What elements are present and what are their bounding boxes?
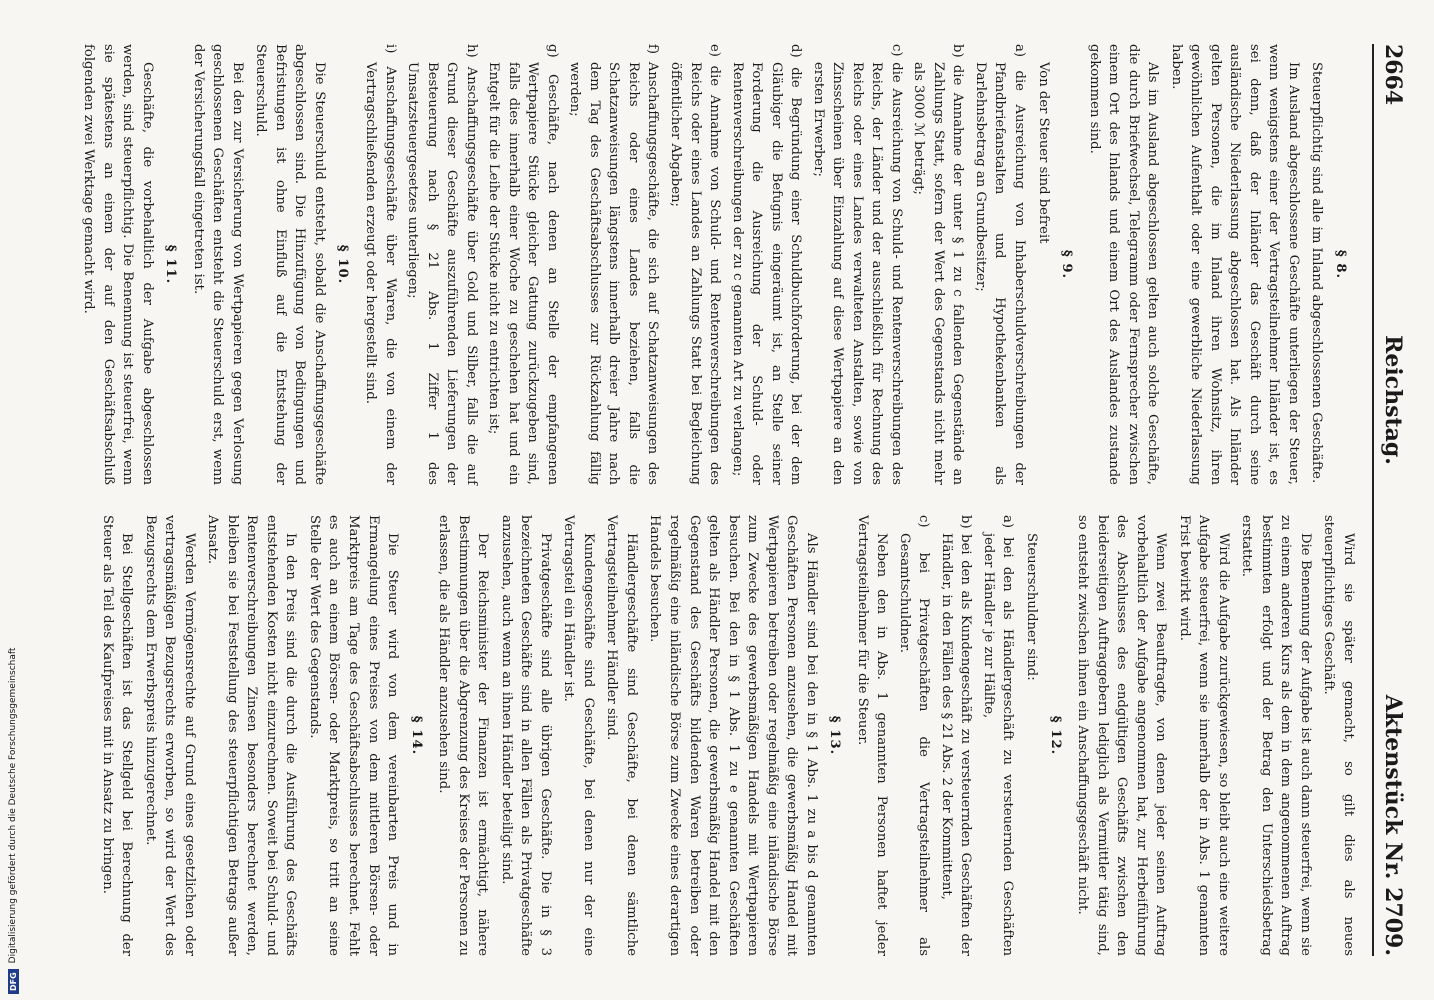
paragraph: Bei den zur Versicherung von Wertpapieren gegen Verlosung geschlossenen Geschäften entsteht die Steuerschuld erst, wenn der Versicherungsfall eingetreten ist. bbox=[190, 44, 245, 485]
section-heading: § 10. bbox=[335, 244, 351, 285]
footer-text: Digitalisierung gefördert durch die Deutsche Forschungsgemeinschaft bbox=[8, 647, 18, 964]
section-heading: § 11. bbox=[163, 244, 179, 285]
page-header bbox=[1372, 44, 1406, 956]
right-column bbox=[75, 515, 1358, 956]
paragraph: Geschäfte, die vorbehaltlich der Aufgabe abgeschlossen werden, sind steuerpflichtig. Die Benennung ist steuerfrei, wenn sie spätestens an einem der auf den Geschäftsabschluß folgenden zwei Werktage gemacht wird. bbox=[81, 44, 155, 485]
paragraph: Kundengeschäfte sind Geschäfte, bei denen nur der eine Vertragsteil ein Händler ist. bbox=[561, 515, 596, 956]
list-item: d) die Begründung einer Schuldbuchforderung, bei der dem Gläubiger die Befugnis eingeräumt ist, an Stelle seiner Forderung die Ausreichung der Schuld- oder Rentenverschreibungen der zu c genannten Art zu verlangen; bbox=[729, 44, 804, 485]
section-title: Reichstag. bbox=[1380, 335, 1406, 465]
list-item: a) bei den als Händlergeschäft zu versteuernden Geschäften jeder Händler je zur Hälfte, bbox=[980, 515, 1016, 956]
list-item: b) die Annahme der unter § 1 zu c fallenden Gegenstände an Zahlungs Statt, sofern der Wert des Gegenstands nicht mehr als 3000 ℳ beträgt; bbox=[911, 44, 966, 485]
section-heading: § 8. bbox=[1333, 249, 1348, 280]
paragraph: Neben den in Abs. 1 genannten Personen haftet jeder Vertragsteilnehmer für die Steuer. bbox=[854, 515, 890, 956]
digitization-footer bbox=[6, 6, 20, 994]
paragraph: Wenn zwei Beauftragte, von denen jeder seinen Auftrag vorbehaltlich der Aufgabe angenommen hat, zur Herbeiführung des Abschlusses des endgültigen Geschäfts zwischen den beiderseitigen Auftraggebern lediglich als Vermittler tätig sind, so entsteht zwischen ihnen ein Anschaffungsgeschäft nicht. bbox=[1075, 515, 1169, 956]
paragraph: Die Steuerschuld entsteht, sobald die Anschaffungsgeschäfte abgeschlossen sind. Die Hinzufügung von Bedingungen und Befristungen ist ohne Einfluß auf die Entstehung der Steuerschuld. bbox=[253, 44, 327, 485]
paragraph: Händlergeschäfte sind Geschäfte, bei denen sämtliche Vertragsteilnehmer Händler sind. bbox=[604, 515, 639, 956]
section-heading: § 9. bbox=[1059, 249, 1075, 280]
list-item: e) die Annahme von Schuld- und Rentenverschreibungen des Reichs oder eines Landes an Zahlungs Statt bei Begleichung öffentlicher Abgaben; bbox=[668, 44, 723, 485]
paragraph: Die Steuer wird von dem vereinbarten Preis und in Ermangelung eines Preises von dem mittleren Börsen- oder Marktpreis am Tage des Geschäftsabschlusses berechnet. Fehlt es auch an einem Börsen- oder Marktpreis, so tritt an seine Stelle der Wert des Gegenstands. bbox=[306, 515, 401, 956]
paragraph: Von der Steuer sind befreit bbox=[1035, 62, 1051, 244]
list-item: c) die Ausreichung von Schuld- und Rentenverschreibungen des Reichs, der Länder und der ausschließlich für Rechnung des Reichs oder eines Landes verwalteten Anstalten, sowie von Zinsscheinen über Einzahlung auf diese Wertpapiere an den ersten Erwerber; bbox=[810, 44, 904, 485]
list-item: b) bei den als Kundengeschäft zu versteuernden Geschäften der Händler, in den Fällen des § 21 Abs. 2 der Kommittent, bbox=[938, 515, 974, 956]
document-number: Aktenstück Nr. 2709. bbox=[1380, 694, 1406, 956]
list-item: g) Geschäfte, nach denen an Stelle der empfangenen Wertpapiere Stücke gleicher Gattung zurückzugeben sind, falls dies innerhalb einer Woche zu geschehen hat und ein Entgelt für die Leihe der Stücke nicht zu entrichten ist; bbox=[486, 44, 560, 485]
left-column bbox=[75, 44, 1358, 485]
paragraph: Privatgeschäfte sind alle übrigen Geschäfte. Die in § 3 bezeichneten Geschäfte sind in allen Fällen als Privatgeschäfte anzusehen, auch wenn an ihnen Händler beteiligt sind. bbox=[498, 515, 553, 956]
section-heading: § 14. bbox=[408, 715, 424, 756]
list-item: a) die Ausreichung von Inhaberschuldverschreibungen der Pfandbriefanstalten und Hypothekenbanken als Darlehnsbetrag an Grundbesitzer; bbox=[972, 44, 1028, 485]
paragraph: Steuerschuldner sind: bbox=[1024, 533, 1040, 681]
paragraph: Die Benennung der Aufgabe ist auch dann steuerfrei, wenn sie zu einem anderen Kurs als dem in dem angenommenen Auftrag bestimmten erfolgt und der Betrag den Unterschiedsbetrag erstattet. bbox=[1239, 515, 1313, 956]
list-item: i) Anschaffungsgeschäfte über Waren, die von einem der Vertragschließenden erzeugt oder hergestellt sind. bbox=[363, 44, 398, 485]
paragraph: Bei Stellgeschäften ist das Stellgeld bei Berechnung der Steuer als Teil des Kaufpreises mit in Ansatz zu bringen. bbox=[99, 515, 135, 956]
paragraph: Wird sie später gemacht, so gilt dies als neues steuerpflichtiges Geschäft. bbox=[1321, 515, 1356, 956]
list-item: h) Anschaffungsgeschäfte über Gold und Silber, falls die auf Grund dieser Geschäfte auszuführenden Lieferungen der Besteuerung nach § 21 Abs. 1 Ziffer 1 des Umsatzsteuergesetzes unterliegen; bbox=[405, 44, 479, 485]
dfg-logo: DFG bbox=[8, 969, 19, 994]
list-item: f) Anschaffungsgeschäfte, die sich auf Schatzanweisungen des Reichs oder eines Landes beziehen, falls die Schatzanweisungen längstens innerhalb dreier Jahre nach dem Tag des Geschäftsabschlusses zur Rückzahlung fällig werden; bbox=[567, 44, 661, 485]
paragraph: Als im Ausland abgeschlossen gelten auch solche Geschäfte, die durch Briefwechsel, Telegramm oder Fernsprecher zwischen einem Ort des Inlands und einem Ort des Auslandes zustande gekommen sind. bbox=[1086, 44, 1161, 485]
paragraph: Wird die Aufgabe zurückgewiesen, so bleibt auch eine weitere Aufgabe steuerfrei, wenn sie innerhalb der in Abs. 1 genannten Frist bewirkt wird. bbox=[1176, 515, 1231, 956]
paragraph: Im Ausland abgeschlossene Geschäfte unterliegen der Steuer, wenn wenigstens einer der Vertragsteilnehmer Inländer ist, es sei denn, daß der Inländer das Geschäft durch seine ausländische Niederlassung abgeschlossen hat. Als Inländer gelten Personen, die im Inland ihren Wohnsitz, ihren gewöhnlichen Aufenthalt oder eine gewerbliche Niederlassung haben. bbox=[1168, 44, 1301, 485]
paragraph: Steuerpflichtig sind alle im Inland abgeschlossenen Geschäfte. bbox=[1309, 62, 1325, 484]
rotated-page bbox=[81, 0, 1434, 1000]
list-item: c) bei Privatgeschäften die Vertragsteilnehmer als Gesamtschuldner. bbox=[896, 515, 932, 956]
paragraph: In den Preis sind die durch die Ausführung des Geschäfts entstehenden Kosten nicht einzurechnen. Soweit bei Schuld- und Rentenverschreibungen Zinsen besonders berechnet werden, bleiben sie bei Feststellung des steuerpflichtigen Betrags außer Ansatz. bbox=[205, 515, 299, 956]
paragraph: Werden Vermögensrechte auf Grund eines gesetzlichen oder vertragsmäßigen Bezugsrechts erworben, so wird der Wert des Bezugsrechts dem Erwerbspreis hinzugerechnet. bbox=[142, 515, 197, 956]
section-heading: § 13. bbox=[827, 715, 843, 756]
paragraph: Als Händler sind bei den in § 1 Abs. 1 zu a bis d genannten Geschäften Personen anzusehen, die gewerbsmäßig Handel mit Wertpapieren betreiben oder regelmäßig eine inländische Börse zum Zwecke des gewerbsmäßigen Handels mit Wertpapieren besuchen. Bei den in § 1 Abs. 1 zu e genannten Geschäften gelten als Händler Personen, die gewerbsmäßig Handel mit den Gegenstand des Geschäfts bildenden Waren betreiben oder regelmäßig eine inländische Börse zum Zwecke eines derartigen Handels besuchen. bbox=[647, 515, 819, 956]
paragraph: Der Reichsminister der Finanzen ist ermächtigt, nähere Bestimmungen über die Abgrenzung des Kreises der Personen zu erlassen, die als Händler anzusehen sind. bbox=[436, 515, 491, 956]
page-number: 2664 bbox=[1380, 44, 1406, 106]
document-page bbox=[81, 0, 1434, 1000]
section-heading: § 12. bbox=[1047, 715, 1063, 756]
